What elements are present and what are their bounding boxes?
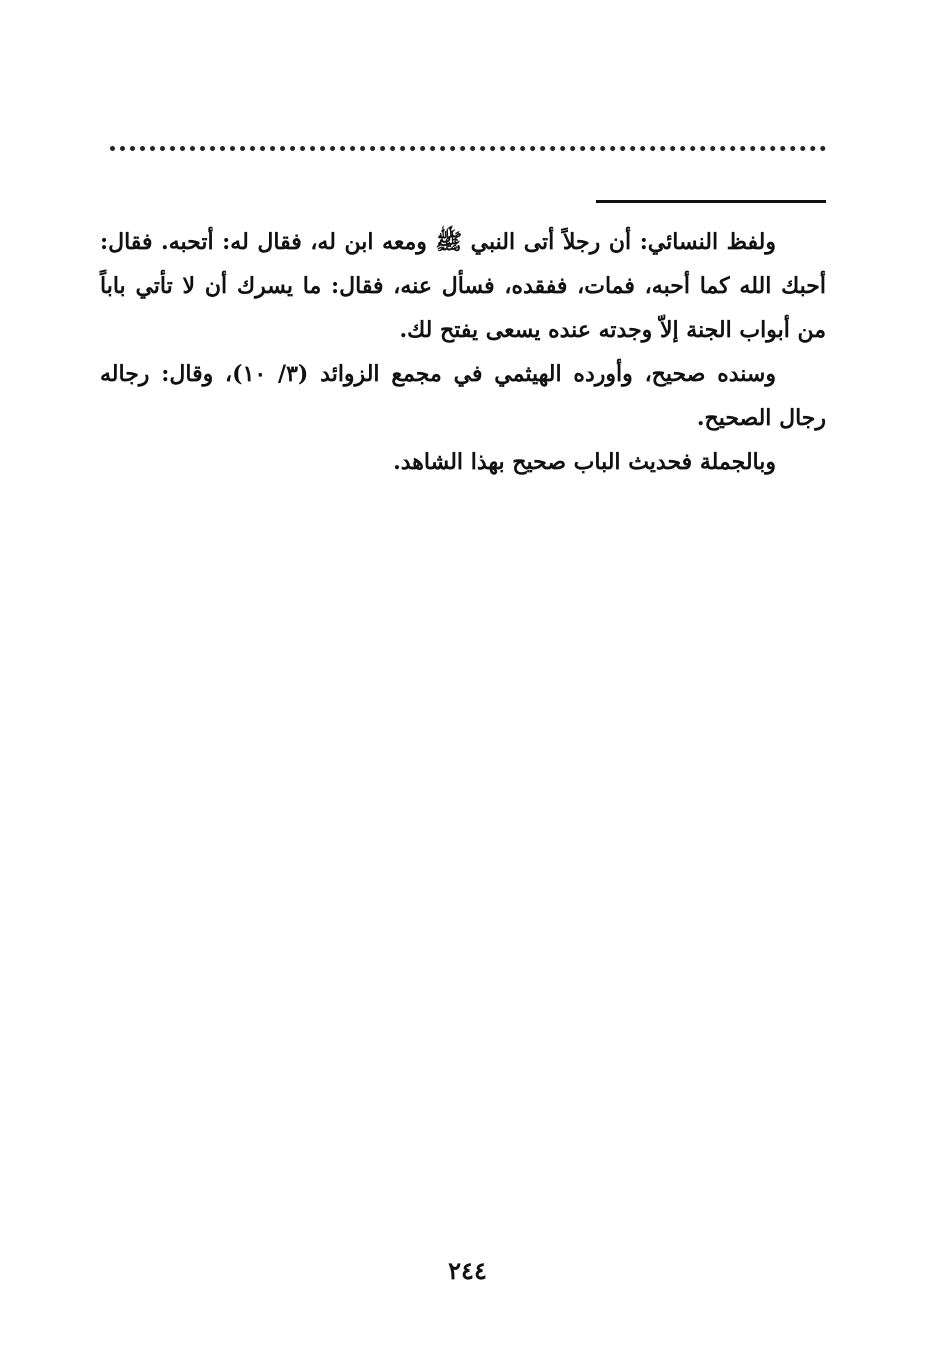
- footnote-paragraph-2: وسنده صحيح، وأورده الهيثمي في مجمع الزوائد (٣/ ١٠)، وقال: رجاله رجال الصحيح.: [100, 361, 826, 431]
- footnote-text: [100, 220, 826, 484]
- footnote-paragraph-3: وبالجملة فحديث الباب صحيح بهذا الشاهد.: [393, 449, 776, 475]
- page-number: ٢٤٤: [448, 1256, 487, 1285]
- footnote-paragraph-1: ولفظ النسائي: أن رجلاً أتى النبي ﷺ ومعه ابن له، فقال له: أتحبه. فقال: أحبك الله كما أحبه، فمات، ففقده، فسأل عنه، فقال: ما يسرك أن لا تأتي باباً من أبواب الجنة إلاّ وجدته عنده يسعى يفتح لك.: [100, 229, 826, 343]
- footnote-separator-line: [596, 200, 826, 203]
- dotted-separator: [110, 146, 826, 151]
